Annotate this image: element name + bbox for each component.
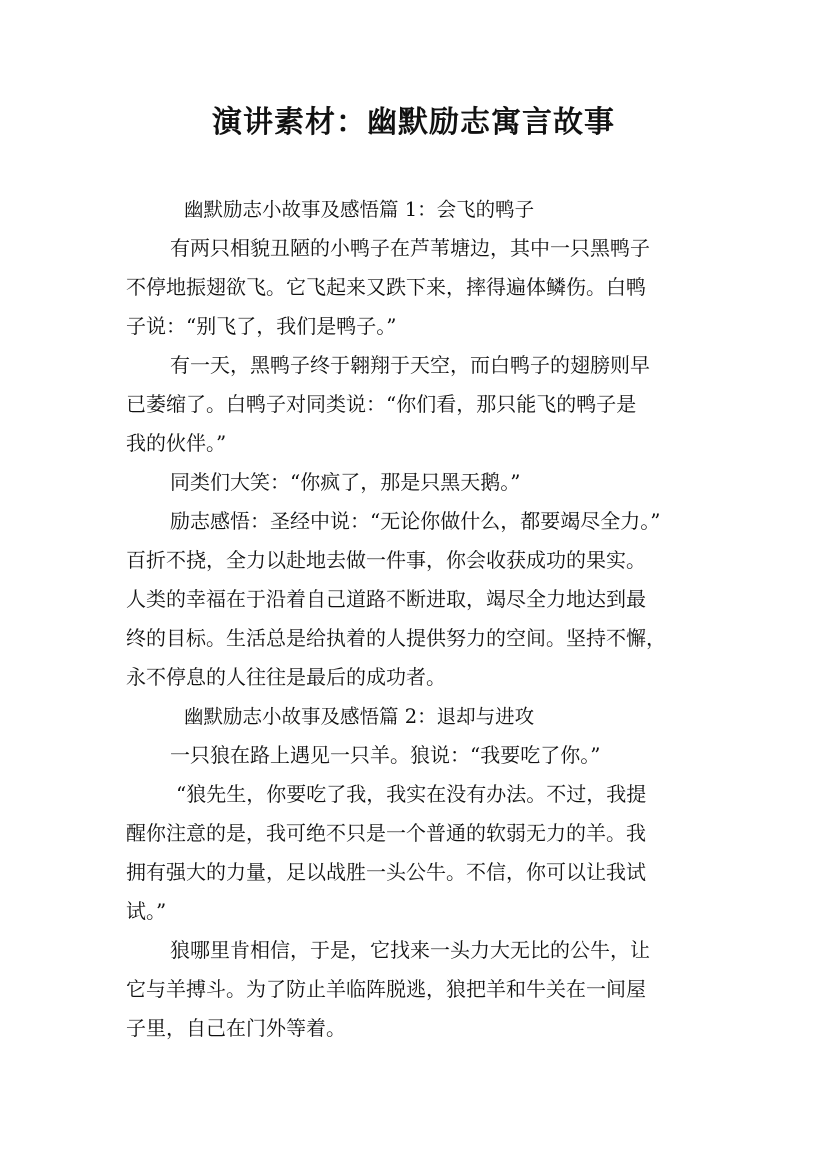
paragraph-line: “狼先生，你要吃了我，我实在没有办法。不过，我提: [176, 782, 647, 806]
section-heading-1: 幽默励志小故事及感悟篇 1：会飞的鸭子: [184, 198, 535, 221]
paragraph-line: 拥有强大的力量，足以战胜一头公牛。不信，你可以让我试: [126, 860, 646, 884]
paragraph-line: 人类的幸福在于沿着自己道路不断进取，竭尽全力地达到最: [126, 587, 646, 611]
paragraph-line: 子里，自己在门外等着。: [126, 1016, 346, 1040]
paragraph-line: 狼哪里肯相信，于是，它找来一头力大无比的公牛，让: [170, 938, 650, 962]
paragraph-line: 终的目标。生活总是给执着的人提供努力的空间。坚持不懈，: [126, 626, 666, 650]
paragraph-line: 励志感悟：圣经中说：“无论你做什么，都要竭尽全力。”: [170, 509, 661, 533]
paragraph-line: 永不停息的人往往是最后的成功者。: [126, 665, 446, 689]
paragraph-line: 有两只相貌丑陋的小鸭子在芦苇塘边，其中一只黑鸭子: [170, 236, 650, 260]
paragraph-line: 已萎缩了。白鸭子对同类说：“你们看，那只能飞的鸭子是: [126, 392, 637, 416]
document-body: [126, 190, 716, 1048]
section-heading-2: 幽默励志小故事及感悟篇 2：退却与进攻: [184, 705, 535, 728]
paragraph-line: 百折不挠，全力以赴地去做一件事，你会收获成功的果实。: [126, 548, 646, 572]
paragraph-line: 不停地振翅欲飞。它飞起来又跌下来，摔得遍体鳞伤。白鸭: [126, 275, 646, 299]
paragraph-line: 试。”: [126, 899, 167, 923]
paragraph-line: 一只狼在路上遇见一只羊。狼说：“我要吃了你。”: [170, 743, 601, 767]
paragraph-line: 有一天，黑鸭子终于翱翔于天空，而白鸭子的翅膀则早: [170, 353, 650, 377]
paragraph-line: 同类们大笑：“你疯了，那是只黑天鹅。”: [170, 470, 521, 494]
paragraph-line: 醒你注意的是，我可绝不只是一个普通的软弱无力的羊。我: [126, 821, 646, 845]
page-title: 演讲素材：幽默励志寓言故事: [212, 105, 615, 140]
paragraph-line: 我的伙伴。”: [126, 431, 227, 455]
paragraph-line: 子说：“别飞了，我们是鸭子。”: [126, 314, 397, 338]
paragraph-line: 它与羊搏斗。为了防止羊临阵脱逃，狼把羊和牛关在一间屋: [126, 977, 646, 1001]
